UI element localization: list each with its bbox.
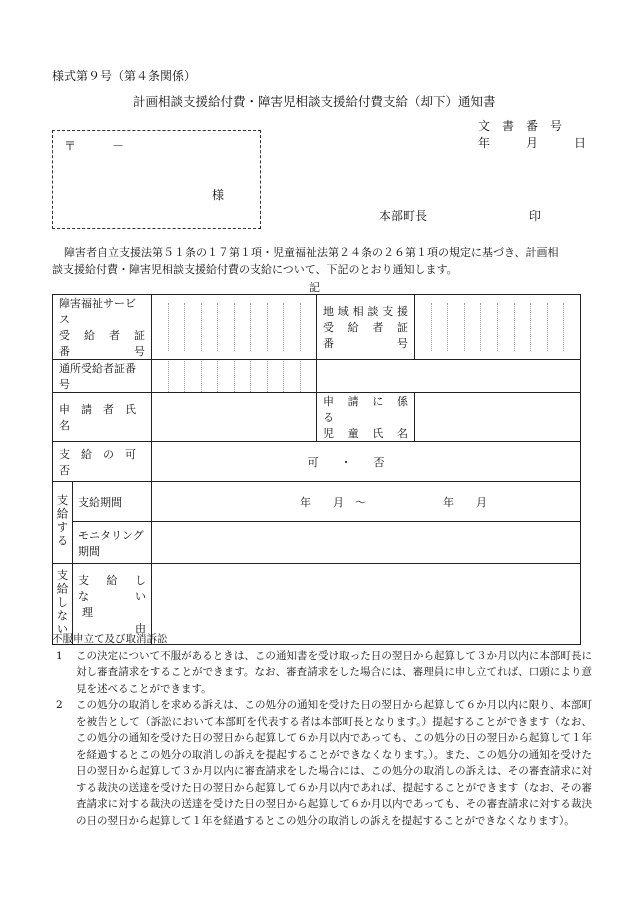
period-value-text: 年 月 ～ 年 月 — [300, 495, 487, 509]
day-cert-blank — [317, 360, 581, 393]
form-table — [52, 294, 581, 645]
period-value[interactable] — [152, 482, 581, 522]
period-label-text: 支給期間 — [78, 495, 122, 509]
intro-line-2: 談支援給付費・障害児相談支援給付費の支給について、下記のとおり通知します。 — [52, 263, 458, 276]
date-label: 年 月 日 — [478, 136, 587, 150]
welfare-cert-label — [53, 295, 152, 360]
address-box — [52, 130, 261, 229]
note-item-1-text: この決定について不服があるときは、この通知書を受け取った日の翌日から起算して３か月以内に本部町長に対し審査請求をすることができます。なお、審査請求をした場合には、審理員に申し立てれば、口頭により意見を述べることができます。 — [76, 649, 592, 695]
regional-cert-label-l3b: 号 — [397, 337, 408, 350]
seal-mark: 印 — [529, 209, 542, 223]
day-cert-label-text: 通所受給者証番号 — [59, 362, 136, 391]
child-name-label-l2: 児 童 氏 名 — [323, 427, 408, 440]
regional-cert-label-l2: 受 給 者 証 — [323, 321, 408, 334]
note-item-1 — [52, 648, 592, 698]
postal-dash: － — [112, 139, 125, 153]
note-item-2 — [52, 697, 592, 829]
approval-value[interactable] — [152, 442, 581, 482]
applicant-name-field[interactable] — [152, 393, 317, 442]
regional-cert-number-field[interactable] — [415, 295, 581, 360]
document-number-label: 文 書 番 号 — [478, 119, 563, 133]
issuer-name: 本部町長 — [379, 209, 428, 223]
honorific-sama: 様 — [212, 188, 225, 202]
applicant-name-label — [53, 393, 152, 442]
reason-label-l2: 理 — [82, 606, 93, 619]
approval-label — [53, 442, 152, 482]
row-approval — [53, 442, 581, 482]
row-day-cert — [53, 360, 581, 393]
day-cert-number-field[interactable] — [152, 360, 317, 393]
note-item-1-number: 1 — [56, 649, 63, 662]
child-name-field[interactable] — [415, 393, 581, 442]
child-name-label-l1: 申 請 に 係 る — [323, 395, 419, 424]
grant-label-text: 支給する — [55, 494, 70, 548]
grant-label — [53, 482, 73, 564]
approval-value-text: 可 ・ 否 — [307, 455, 385, 469]
postal-mark: 〒 — [64, 139, 77, 153]
approval-label-text: 支 給 の 可 否 — [59, 447, 147, 477]
reason-label-l1: 支 給 し な い — [78, 574, 157, 603]
welfare-cert-label-l3a: 番 — [59, 345, 70, 358]
note-item-2-number: 2 — [56, 699, 63, 711]
monitoring-field[interactable] — [152, 522, 581, 564]
welfare-cert-label-l2: 受 給 者 証 — [59, 329, 145, 342]
row-period — [53, 482, 581, 522]
welfare-cert-label-l3b: 号 — [134, 345, 145, 358]
reason-label-l3: 由 — [135, 622, 146, 635]
monitoring-label-l1: モニタリング — [78, 528, 144, 542]
notes-heading: 不服申立て及び取消訴訟 — [52, 633, 168, 645]
nogrant-label-text: 支給しない — [55, 568, 70, 637]
row-names — [53, 393, 581, 442]
day-cert-label — [53, 360, 152, 393]
child-name-label — [317, 393, 419, 442]
regional-cert-label-l1: 地域相談支援 — [323, 305, 408, 318]
applicant-name-label-text: 申 請 者 氏 名 — [59, 403, 147, 432]
intro-line-1: 障害者自立支援法第５１条の１７第１項・児童福祉法第２４条の２６第１項の規定に基づき、計画相 — [64, 246, 559, 259]
ki-note: 記 — [309, 281, 320, 294]
regional-cert-label — [317, 295, 415, 360]
monitoring-label — [73, 522, 152, 564]
welfare-cert-number-field[interactable] — [152, 295, 317, 360]
monitoring-label-l2: 期間 — [78, 544, 100, 558]
row-monitoring — [53, 522, 581, 564]
form-number: 様式第９号（第４条関係） — [52, 69, 197, 83]
period-label — [73, 482, 152, 522]
row-certificates — [53, 295, 581, 360]
welfare-cert-label-l1: 障害福祉サービス — [59, 297, 136, 326]
document-title: 計画相談支援給付費・障害児相談支援給付費支給（却下）通知書 — [133, 94, 496, 109]
note-item-2-text: この処分の取消しを求める訴えは、この処分の通知を受けた日の翌日から起算して６か月以内に限り、本部町を被告として（訴訟において本部町を代表する者は本部町長となります。）提起することができます（なお、この処分の通知を受けた日の翌日から起算して６か月以内であっても、この処分の日の翌日から起算して１年を経過するとこの処分の取消しの訴えを提起することができなくなります。）。また、この処分の通知を受けた日の翌日から起算して３か月以内に審査請求をした場合には、この処分の取消しの訴えは、その審査請求に対する裁決の送達を受けた日の翌日から起算して６か月以内であれば、提起することができます（なお、その審査請求に対する裁決の送達を受けた日の翌日から起算して６か月以内であっても、その審査請求に対する裁決の日の翌日から起算して１年を経過するとこの処分の取消しの訴えを提起することができなくなります）。 — [76, 699, 592, 827]
appeal-notes — [52, 631, 592, 829]
regional-cert-label-l3a: 番 — [323, 337, 334, 350]
